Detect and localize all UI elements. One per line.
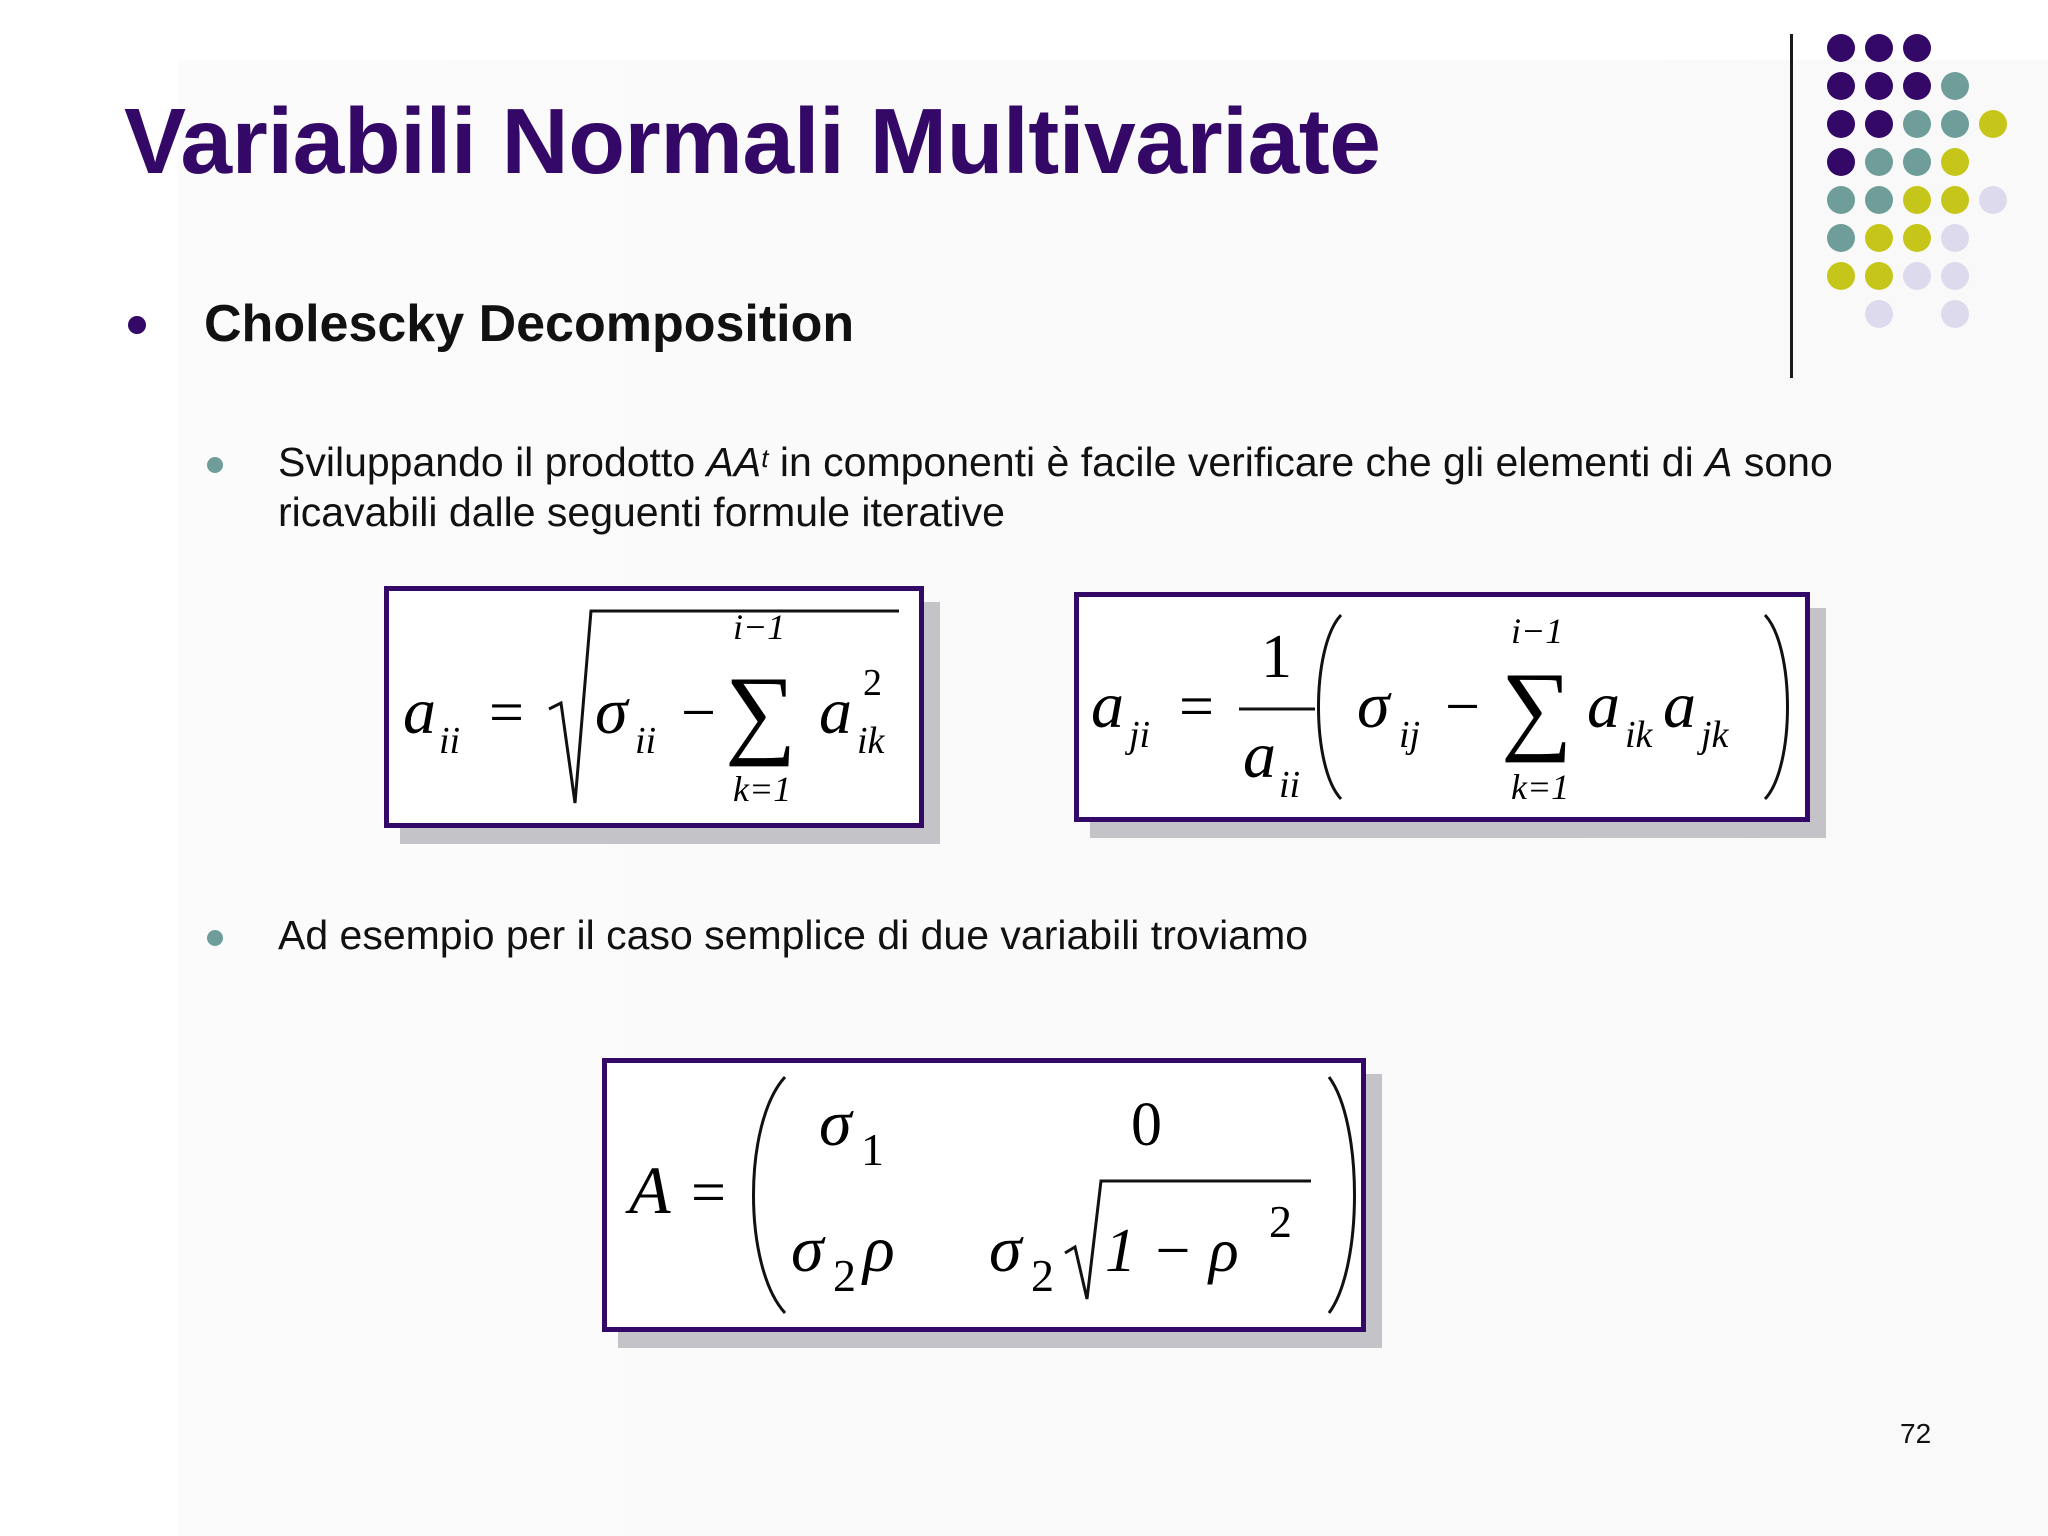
dot xyxy=(1979,110,2007,138)
dot xyxy=(1941,148,1969,176)
vertical-divider xyxy=(1790,34,1793,378)
sigma-sub: ij xyxy=(1399,714,1421,756)
m21-rho: ρ xyxy=(863,1213,895,1286)
minus: − xyxy=(681,679,716,747)
dot xyxy=(1903,72,1931,100)
dot xyxy=(1865,34,1893,62)
term1-sub: ik xyxy=(1625,714,1653,756)
text: Sviluppando il prodotto xyxy=(278,439,707,485)
term-sup: 2 xyxy=(863,662,882,704)
dot xyxy=(1941,300,1969,328)
dot xyxy=(1827,148,1855,176)
dot xyxy=(1979,186,2007,214)
sub-bullet-dot xyxy=(207,457,223,473)
term2-a: a xyxy=(1663,669,1696,742)
text: in componenti è facile verificare che gli elementi di xyxy=(768,439,1706,485)
bullet-dot xyxy=(128,316,146,334)
fraction-den-sub: ii xyxy=(1279,764,1301,806)
dot xyxy=(1827,110,1855,138)
sum-sign: ∑ xyxy=(1501,652,1573,763)
dot xyxy=(1903,224,1931,252)
dot xyxy=(1941,262,1969,290)
term2-sub: jk xyxy=(1701,714,1729,756)
equals: = xyxy=(489,679,524,747)
left-paren xyxy=(1319,615,1342,799)
m12-zero: 0 xyxy=(1131,1091,1162,1159)
sub-bullet-text-2: Ad esempio per il caso semplice di due variabili troviamo xyxy=(278,912,1309,958)
dot xyxy=(1865,300,1893,328)
right-paren xyxy=(1329,1077,1355,1313)
dot xyxy=(1865,186,1893,214)
fraction-numerator: 1 xyxy=(1261,623,1292,691)
var-A: A xyxy=(1705,439,1733,485)
minus: − xyxy=(1445,673,1480,741)
matrix-lhs: A xyxy=(629,1152,671,1228)
right-paren xyxy=(1765,615,1788,799)
fraction-den-a: a xyxy=(1243,719,1276,792)
dot xyxy=(1941,72,1969,100)
sub-bullet-text-1 xyxy=(278,437,1858,537)
equals: = xyxy=(691,1159,726,1227)
sigma: σ xyxy=(1357,669,1390,742)
term-a: a xyxy=(819,675,852,748)
dot xyxy=(1865,224,1893,252)
bullet-heading: Cholescky Decomposition xyxy=(204,295,855,353)
formula-box xyxy=(1074,592,1810,822)
term-sub: ik xyxy=(857,720,885,762)
m21-sub: 2 xyxy=(833,1250,856,1301)
dot xyxy=(1903,34,1931,62)
sum-sign: ∑ xyxy=(725,656,797,767)
m11-sigma: σ xyxy=(819,1087,852,1160)
m22-sub: 2 xyxy=(1031,1250,1054,1301)
dot xyxy=(1903,186,1931,214)
text: sono ricavabili dalle seguenti formule iterative xyxy=(278,439,1833,535)
sub-bullet-dot xyxy=(207,930,223,946)
lhs-sub: ii xyxy=(439,720,461,762)
m11-sub: 1 xyxy=(861,1124,884,1175)
dot xyxy=(1865,262,1893,290)
formula-box xyxy=(602,1058,1366,1332)
lhs-a: a xyxy=(1091,669,1124,742)
dot xyxy=(1865,148,1893,176)
dot xyxy=(1941,110,1969,138)
m22-radicand: 1 − ρ xyxy=(1105,1217,1239,1285)
dot xyxy=(1903,148,1931,176)
sigma: σ xyxy=(595,675,628,748)
term1-a: a xyxy=(1587,669,1620,742)
m21-sigma: σ xyxy=(791,1213,824,1286)
slide-title: Variabili Normali Multivariate xyxy=(124,89,1381,193)
dot xyxy=(1941,224,1969,252)
dot xyxy=(1865,110,1893,138)
sum-lower: k=1 xyxy=(1511,767,1570,807)
dot xyxy=(1903,110,1931,138)
sum-upper: i−1 xyxy=(733,607,786,647)
dot xyxy=(1827,224,1855,252)
lhs-a: a xyxy=(403,675,436,748)
left-paren xyxy=(754,1077,786,1313)
m22-sup: 2 xyxy=(1269,1196,1292,1247)
m22-sigma: σ xyxy=(989,1213,1022,1286)
equals: = xyxy=(1179,673,1214,741)
dot xyxy=(1827,34,1855,62)
sum-upper: i−1 xyxy=(1511,611,1564,651)
page-number: 72 xyxy=(1900,1418,1932,1449)
dot xyxy=(1941,186,1969,214)
dot xyxy=(1903,262,1931,290)
dot xyxy=(1827,72,1855,100)
dot xyxy=(1827,262,1855,290)
var-AA: AA xyxy=(706,439,762,485)
superscript-t: t xyxy=(761,443,769,473)
sum-lower: k=1 xyxy=(733,769,792,809)
formula-box xyxy=(384,586,924,828)
dot xyxy=(1827,186,1855,214)
dot xyxy=(1865,72,1893,100)
lhs-sub: ji xyxy=(1129,714,1151,756)
sigma-sub: ii xyxy=(635,720,657,762)
